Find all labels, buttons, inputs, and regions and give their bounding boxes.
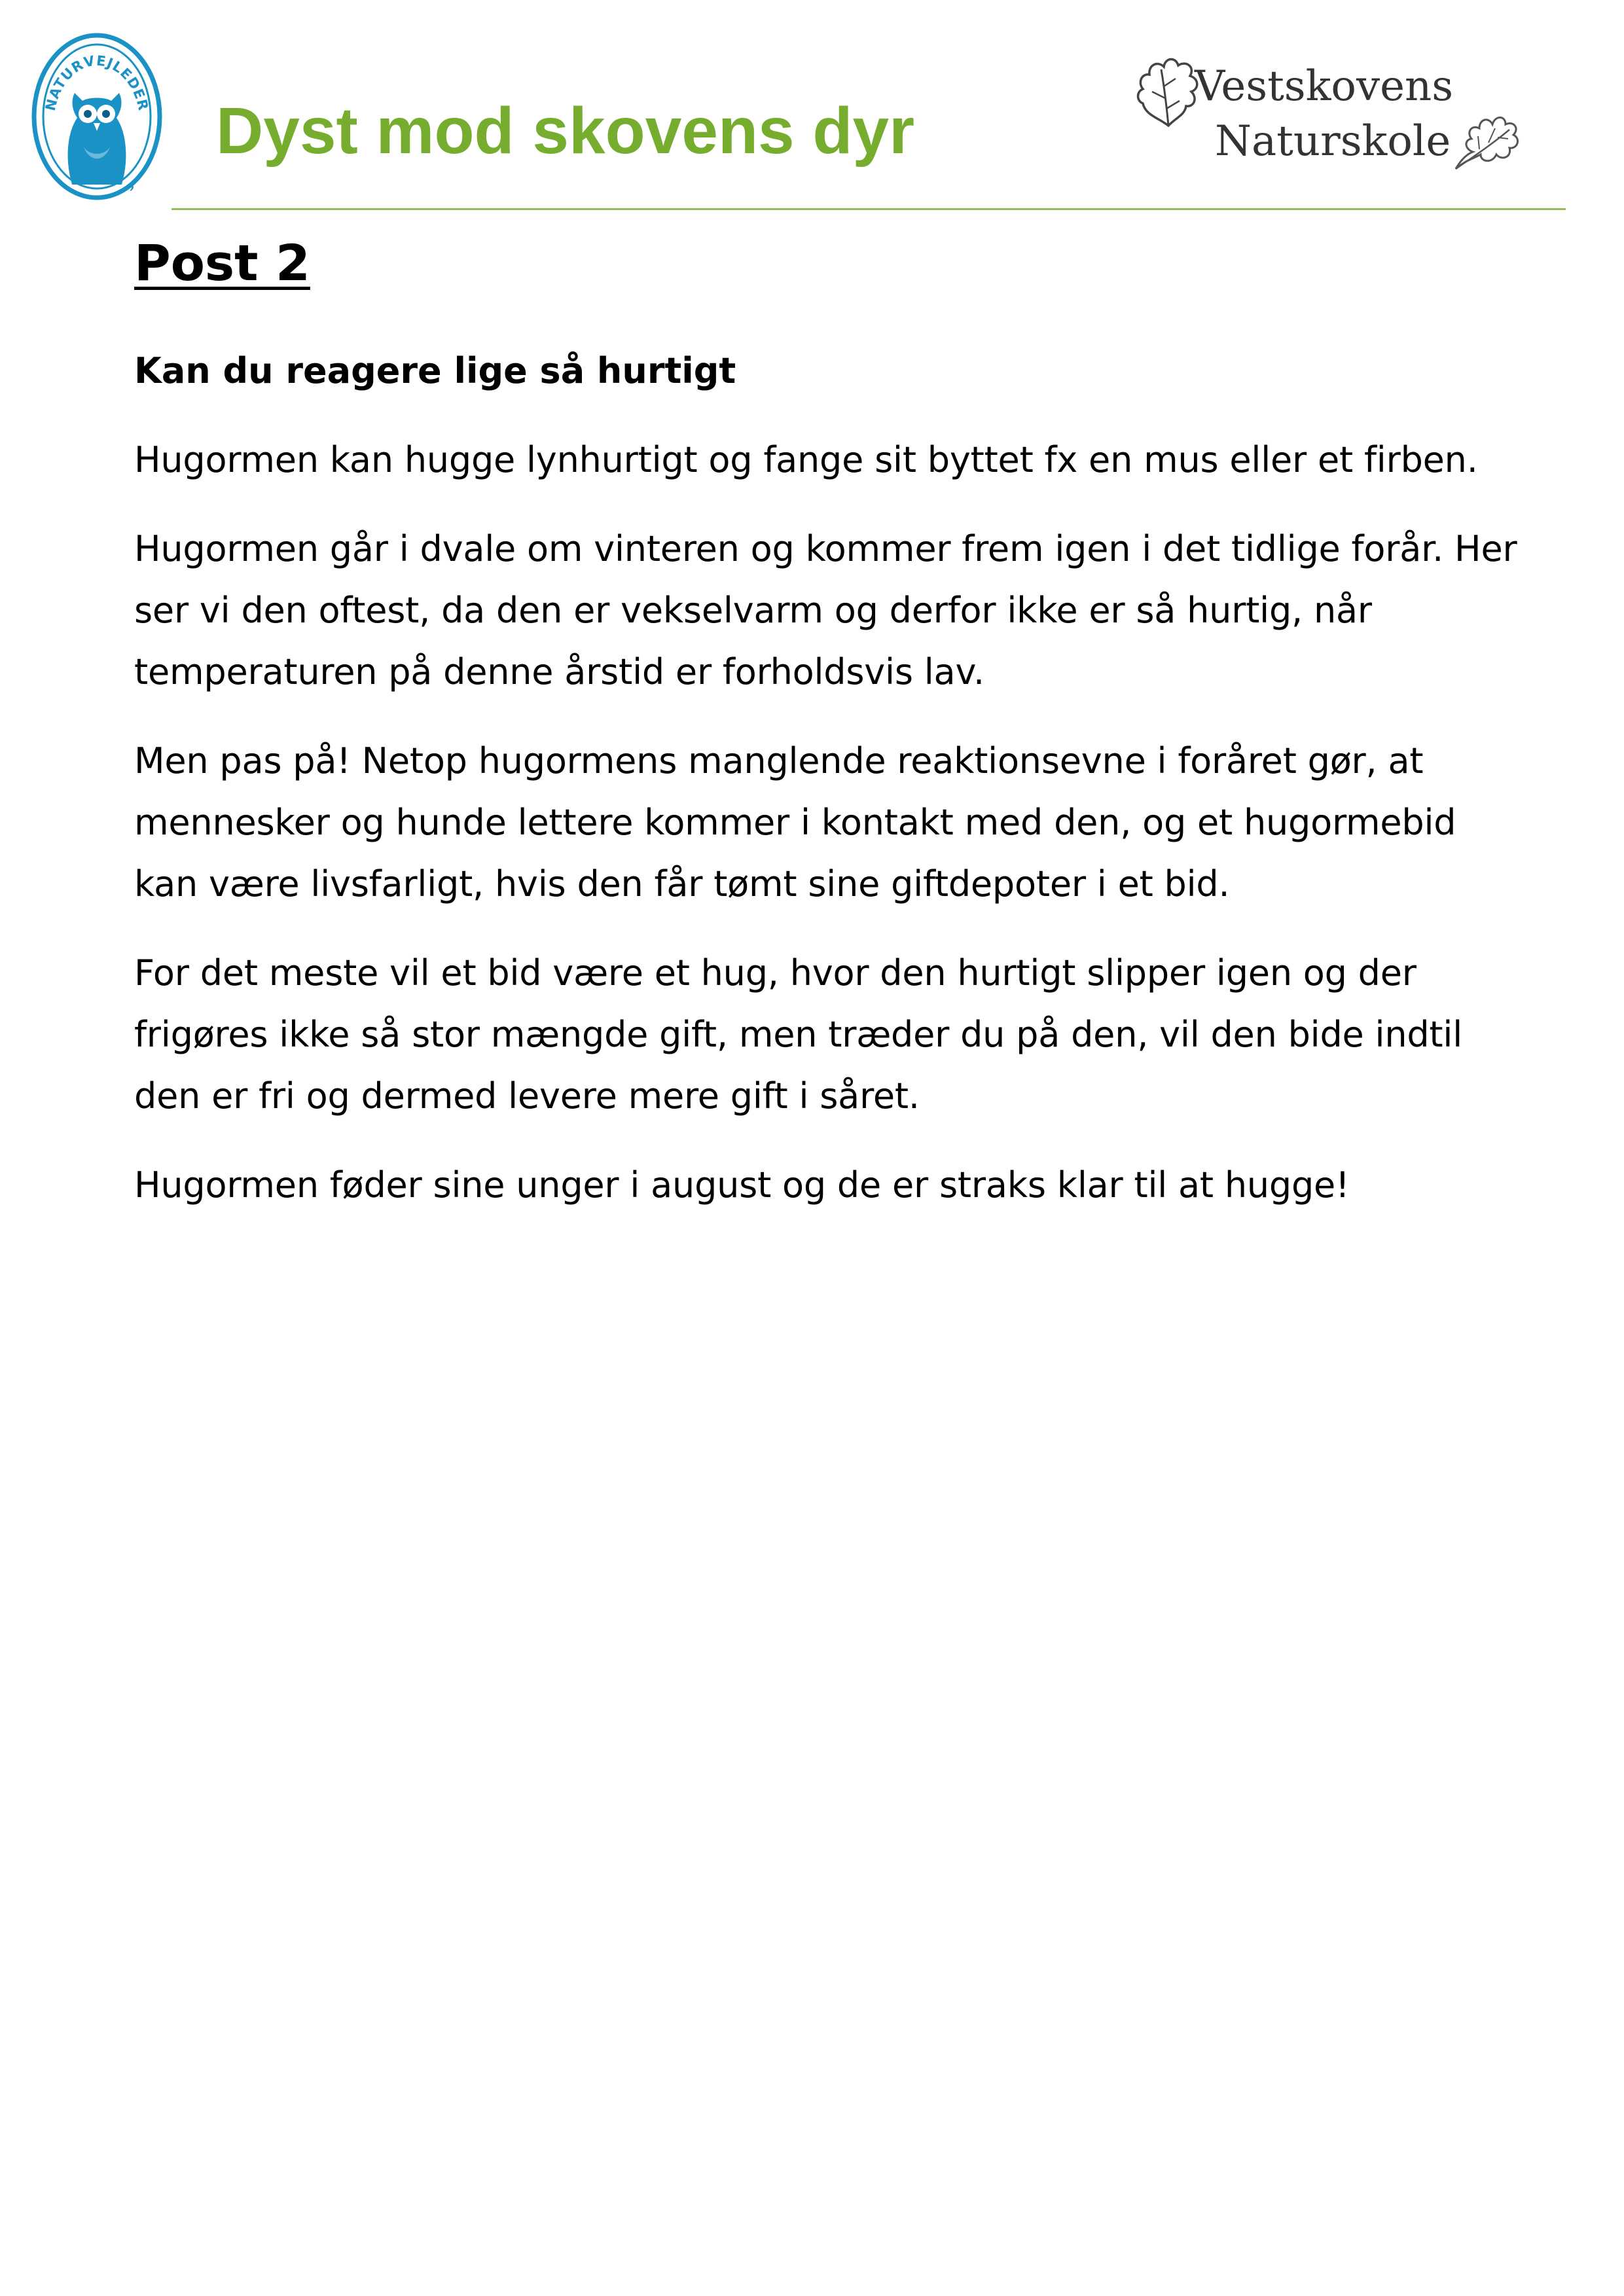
brand-name-line1: Vestskovens — [1195, 62, 1454, 111]
oak-leaf-icon — [1132, 52, 1204, 131]
paragraph: Hugormen kan hugge lynhurtigt og fange sit byttet fx en mus eller et firben. — [134, 439, 1478, 480]
naturvejleder-logo — [31, 33, 162, 200]
paragraph: Men pas på! Netop hugormens manglende reaktionsevne i foråret gør, at mennesker og hunde lettere kommer i kontakt med den, og et hugormebid kan være livsfarligt, hvis den får tømt sine giftdepoter i et bid. — [134, 740, 1456, 905]
post-subtitle: Kan du reagere lige så hurtigt — [134, 350, 736, 391]
post-title: Post 2 — [134, 234, 310, 292]
vestskovens-naturskole-logo — [1132, 52, 1538, 177]
brand-name-line2: Naturskole — [1215, 117, 1451, 166]
post-body — [134, 340, 1522, 1244]
header-divider — [171, 208, 1566, 210]
page-title: Dyst mod skovens dyr — [216, 94, 915, 168]
oak-leaf-icon — [1447, 92, 1525, 173]
paragraph: For det meste vil et bid være et hug, hvor den hurtigt slipper igen og der frigøres ikke så stor mængde gift, men træder du på den, vil den bide indtil den er fri og dermed levere mere gift i såret. — [134, 952, 1462, 1117]
svg-text:,,: ,, — [123, 171, 136, 194]
paragraph: Hugormen går i dvale om vinteren og kommer frem igen i det tidlige forår. Her ser vi den oftest, da den er vekselvarm og derfor ikke er så hurtig, når temperaturen på denne årstid er forholdsvis lav. — [134, 528, 1517, 692]
svg-text:NATURVEJLEDER: NATURVEJLEDER — [42, 52, 152, 113]
paragraph: Hugormen føder sine unger i august og de er straks klar til at hugge! — [134, 1164, 1350, 1206]
